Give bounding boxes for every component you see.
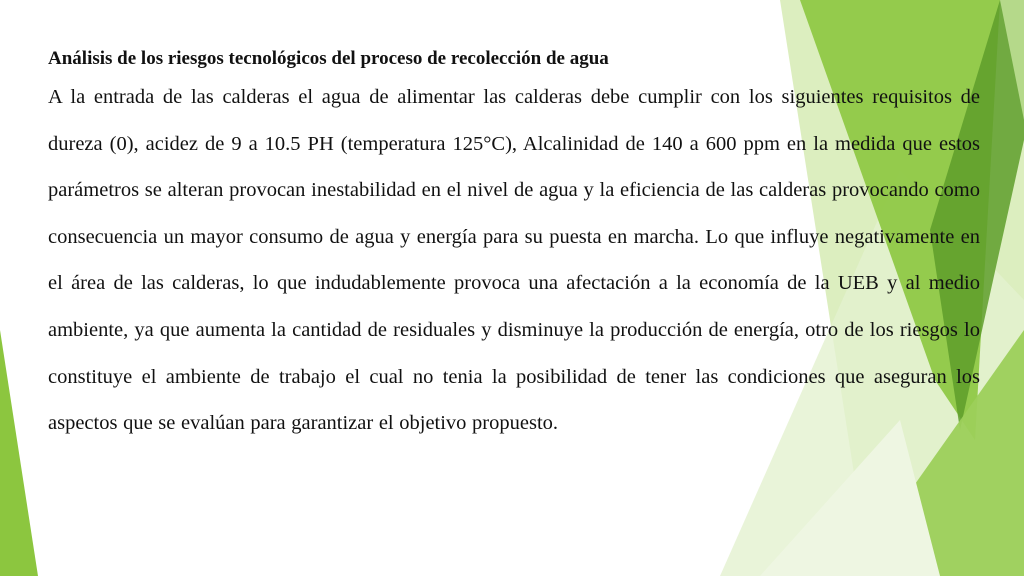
slide-body-paragraph: A la entrada de las calderas el agua de alimentar las calderas debe cumplir con los siguientes requisitos de dureza (0), acidez de 9 a 10.5 PH (temperatura 125°C), Alcalinidad de 140 a 600 ppm en la medida que estos parámetros se alteran provocan inestabilidad en el nivel de agua y la eficiencia de las calderas provocando como consecuencia un mayor consumo de agua y energía para su puesta en marcha. Lo que influye negativamente en el área de las calderas, lo que indudablemente provoca una afectación a la economía de la UEB y al medio ambiente, ya que aumenta la cantidad de residuales y disminuye la producción de energía, otro de los riesgos lo constituye el ambiente de trabajo el cual no tenia la posibilidad de tener las condiciones que aseguran los aspectos que se evalúan para garantizar el objetivo propuesto. xyxy=(48,86,980,435)
left-edge-triangle xyxy=(0,330,38,576)
text-content xyxy=(48,44,980,447)
slide-title: Análisis de los riesgos tecnológicos del proceso de recolección de agua xyxy=(48,48,609,69)
